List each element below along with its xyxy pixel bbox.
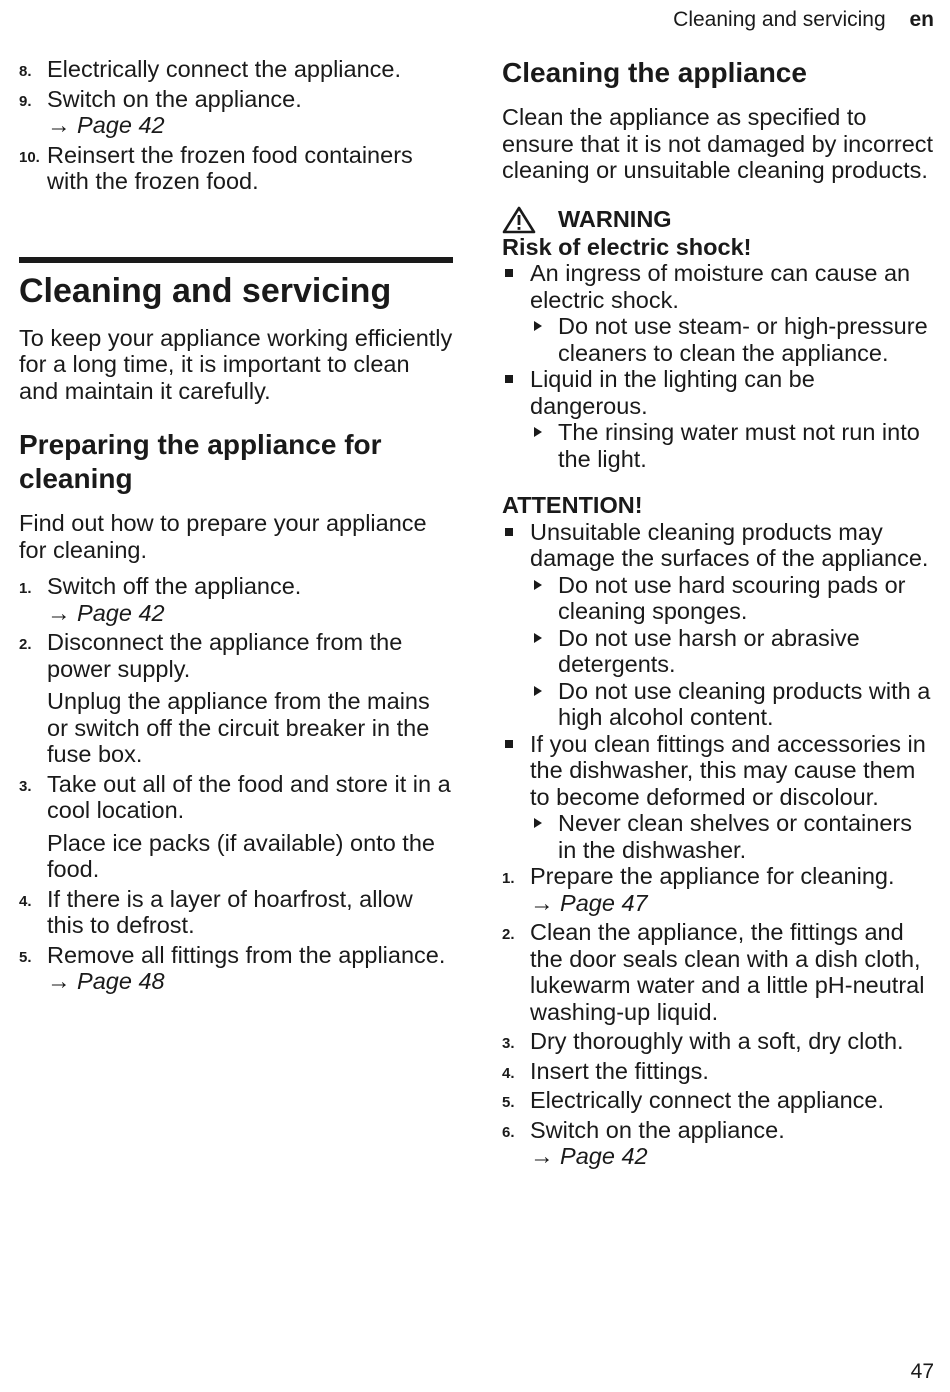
bullet-square-icon bbox=[505, 269, 513, 277]
arrow-bullet-icon bbox=[534, 686, 542, 696]
instruction-text: Do not use cleaning products with a high alcohol content. bbox=[558, 677, 931, 730]
bullet-text: Liquid in the lighting can be dangerous. bbox=[530, 366, 815, 419]
header-section-title: Cleaning and servicing bbox=[673, 8, 886, 31]
step-text-main: Remove all fittings from the appliance. bbox=[47, 941, 446, 968]
list-item bbox=[502, 1058, 934, 1085]
page-reference-link[interactable]: → Page 47 bbox=[530, 889, 648, 916]
section-intro: To keep your appliance working efficiently for a long time, it is important to clean and maintain it carefully. bbox=[19, 324, 453, 404]
instruction-text: Never clean shelves or containers in the dishwasher. bbox=[558, 810, 912, 863]
bullet-square-icon bbox=[505, 528, 513, 536]
page-reference-link[interactable]: → Page 42 bbox=[530, 1143, 648, 1169]
list-item bbox=[502, 731, 934, 864]
step-text: Insert the fittings. bbox=[530, 1057, 709, 1084]
bullet-text: If you clean fittings and accessories in the dishwasher, this may cause them to become deformed or discolour. bbox=[530, 730, 926, 810]
step-text: Electrically connect the appliance. bbox=[47, 56, 402, 82]
step-number: 9. bbox=[19, 92, 32, 110]
page-header bbox=[673, 8, 934, 32]
arrow-bullet-icon bbox=[534, 427, 542, 437]
step-note: Unplug the appliance from the mains or switch off the circuit breaker in the fuse box. bbox=[47, 688, 430, 767]
list-item bbox=[19, 629, 453, 768]
list-item bbox=[502, 863, 934, 916]
page-reference-link[interactable]: → Page 42 bbox=[47, 599, 165, 626]
section-title: Cleaning and servicing bbox=[19, 271, 392, 310]
list-item bbox=[530, 810, 934, 863]
step-text: Reinsert the frozen food containers with the frozen food. bbox=[47, 141, 413, 194]
step-text: Take out all of the food and store it in a cool location. bbox=[47, 770, 451, 823]
step-number: 2. bbox=[502, 926, 515, 943]
step-text: Electrically connect the appliance. bbox=[530, 1087, 885, 1113]
warning-label: WARNING bbox=[558, 206, 672, 233]
subsection-intro: Find out how to prepare your appliance for cleaning. bbox=[19, 510, 427, 563]
list-item bbox=[502, 519, 934, 731]
list-item bbox=[502, 260, 934, 366]
cleaning-steps-list bbox=[502, 863, 934, 1170]
continued-steps-list bbox=[19, 56, 453, 195]
instruction-list bbox=[530, 572, 934, 731]
list-item bbox=[502, 1028, 934, 1055]
warning-triangle-icon bbox=[502, 206, 536, 234]
list-item bbox=[19, 86, 453, 139]
warning-list bbox=[502, 260, 934, 472]
step-number: 3. bbox=[19, 777, 32, 795]
step-number: 1. bbox=[502, 870, 515, 887]
step-text: Switch on the appliance. bbox=[530, 1116, 785, 1143]
list-item bbox=[530, 419, 934, 472]
step-text: Dry thoroughly with a soft, dry cloth. bbox=[530, 1028, 904, 1054]
step-text: Disconnect the appliance from the power supply. bbox=[47, 629, 403, 682]
page-reference-link[interactable]: → Page 48 bbox=[47, 968, 165, 994]
step-number: 10. bbox=[19, 148, 40, 166]
list-item bbox=[530, 313, 934, 366]
step-number: 5. bbox=[502, 1094, 515, 1111]
step-number: 4. bbox=[19, 892, 32, 910]
list-item bbox=[530, 625, 934, 678]
left-column bbox=[19, 56, 453, 998]
instruction-text: Do not use harsh or abrasive detergents. bbox=[558, 624, 860, 677]
list-item bbox=[19, 573, 453, 626]
list-item bbox=[502, 366, 934, 472]
arrow-bullet-icon bbox=[534, 321, 542, 331]
list-item bbox=[530, 678, 934, 731]
step-number: 1. bbox=[19, 580, 32, 597]
warning-subtitle: Risk of electric shock! bbox=[502, 233, 752, 260]
step-number: 4. bbox=[502, 1064, 515, 1082]
arrow-bullet-icon bbox=[534, 633, 542, 643]
list-item bbox=[19, 942, 453, 995]
instruction-text: Do not use steam- or high-pressure cleaners to clean the appliance. bbox=[558, 313, 928, 366]
instruction-list bbox=[530, 419, 934, 472]
warning-heading bbox=[502, 206, 934, 234]
step-text: If there is a layer of hoarfrost, allow this to defrost. bbox=[47, 885, 413, 938]
instruction-list bbox=[530, 313, 934, 366]
list-item bbox=[19, 771, 453, 883]
attention-heading: ATTENTION! bbox=[502, 492, 643, 518]
step-number: 8. bbox=[19, 63, 32, 80]
arrow-bullet-icon bbox=[534, 580, 542, 590]
step-text: Switch on the appliance. bbox=[47, 85, 302, 112]
list-item bbox=[502, 919, 934, 1025]
instruction-text: The rinsing water must not run into the light. bbox=[558, 419, 920, 472]
subsection-heading-cleaning: Cleaning the appliance bbox=[502, 57, 807, 88]
bullet-text: Unsuitable cleaning products may damage the surfaces of the appliance. bbox=[530, 518, 929, 571]
section-divider bbox=[19, 257, 453, 263]
list-item bbox=[502, 1117, 934, 1170]
list-item bbox=[502, 1087, 934, 1114]
preparation-steps-list bbox=[19, 573, 453, 995]
step-number: 6. bbox=[502, 1123, 515, 1141]
step-number: 3. bbox=[502, 1035, 515, 1052]
bullet-square-icon bbox=[505, 375, 513, 383]
instruction-list bbox=[530, 810, 934, 863]
list-item bbox=[19, 142, 453, 195]
page-reference-link[interactable]: → Page 42 bbox=[47, 112, 165, 138]
step-text: Prepare the appliance for cleaning. bbox=[530, 863, 895, 889]
step-note: Place ice packs (if available) onto the food. bbox=[47, 829, 435, 882]
instruction-text: Do not use hard scouring pads or cleaning sponges. bbox=[558, 571, 906, 624]
step-text: Clean the appliance, the fittings and the door seals clean with a dish cloth, lukewarm water and a little pH-neutral washing-up liquid. bbox=[530, 919, 925, 1025]
right-column bbox=[502, 56, 934, 1173]
arrow-bullet-icon bbox=[534, 818, 542, 828]
subsection-heading-preparing: Preparing the appliance for cleaning bbox=[19, 429, 382, 494]
step-text: Switch off the appliance. bbox=[47, 573, 302, 599]
cleaning-intro: Clean the appliance as specified to ensure that it is not damaged by incorrect cleaning or unsuitable cleaning products. bbox=[502, 104, 934, 183]
page-number: 47 bbox=[910, 1360, 934, 1383]
bullet-text: An ingress of moisture can cause an electric shock. bbox=[530, 260, 911, 313]
attention-list bbox=[502, 519, 934, 864]
header-language: en bbox=[909, 8, 934, 31]
list-item bbox=[19, 56, 453, 83]
list-item bbox=[19, 886, 453, 939]
step-text bbox=[47, 942, 453, 995]
bullet-square-icon bbox=[505, 740, 513, 748]
step-number: 2. bbox=[19, 636, 32, 653]
list-item bbox=[530, 572, 934, 625]
step-number: 5. bbox=[19, 948, 32, 966]
